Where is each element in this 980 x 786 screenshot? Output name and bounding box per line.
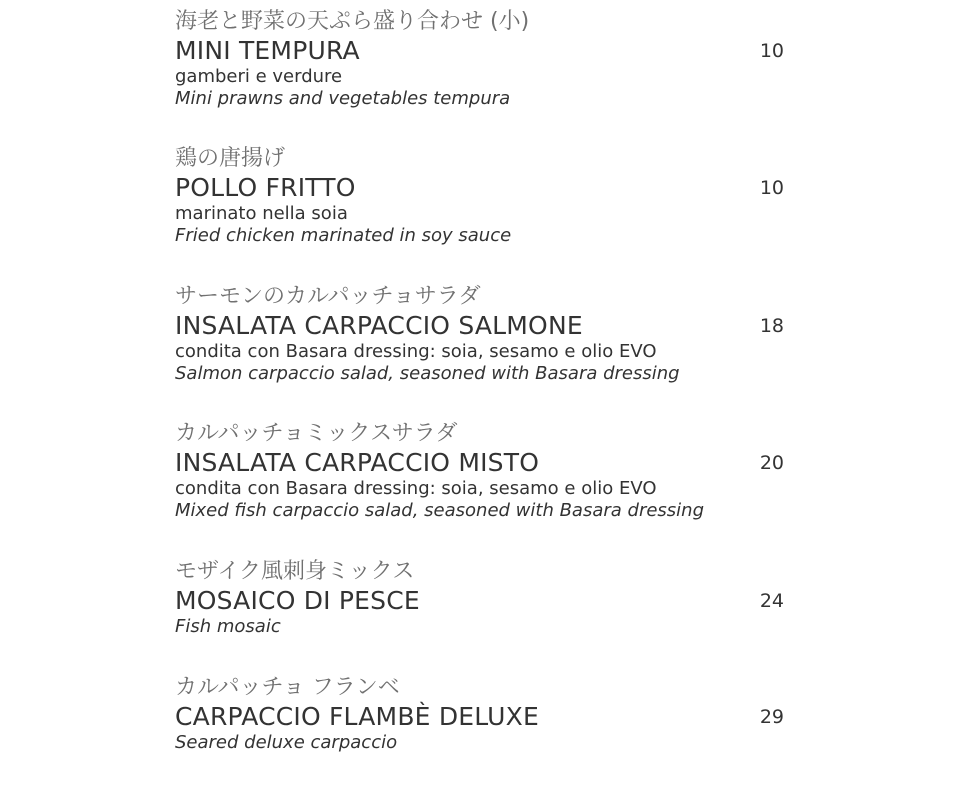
dish-japanese-name: カルパッチョミックスサラダ [175,421,458,446]
dish-name: POLLO FRITTO [175,173,356,202]
menu-item-pollo-fritto [175,145,795,247]
dish-name-row [175,448,795,478]
dish-name-row [175,586,795,616]
dish-english-description: Fish mosaic [175,616,281,637]
dish-english-description: Salmon carpaccio salad, seasoned with Basara dressing [175,363,680,384]
dish-name-row [175,311,795,341]
dish-name: MOSAICO DI PESCE [175,586,420,615]
menu-item-mosaico-di-pesce [175,558,795,638]
dish-japanese-name: サーモンのカルパッチョサラダ [175,284,481,309]
dish-italian-description: condita con Basara dressing: soia, sesamo e olio EVO [175,341,657,362]
menu-item-insalata-carpaccio-misto [175,420,795,522]
dish-price: 10 [759,177,784,199]
dish-italian-description: marinato nella soia [175,203,348,224]
dish-name: INSALATA CARPACCIO SALMONE [175,311,583,340]
dish-japanese-name: モザイク風刺身ミックス [175,559,415,584]
menu-item-carpaccio-flambe-deluxe [175,674,795,754]
dish-english-description: Mixed fish carpaccio salad, seasoned with Basara dressing [175,500,705,521]
dish-japanese-name: カルパッチョ フランベ [175,675,400,700]
dish-italian-description: gamberi e verdure [175,66,343,87]
menu-item-insalata-carpaccio-salmone [175,283,795,385]
dish-price: 10 [759,40,784,62]
dish-price: 18 [759,315,784,337]
dish-price: 20 [759,452,784,474]
dish-japanese-name: 鶏の唐揚げ [175,146,286,171]
dish-japanese-name: 海老と野菜の天ぷら盛り合わせ (小) [175,9,530,34]
dish-english-description: Fried chicken marinated in soy sauce [175,225,512,246]
dish-name: INSALATA CARPACCIO MISTO [175,448,540,477]
dish-english-description: Mini prawns and vegetables tempura [175,88,511,109]
dish-name-row [175,702,795,732]
dish-english-description: Seared deluxe carpaccio [175,732,398,753]
dish-price: 24 [759,590,784,612]
menu-item-mini-tempura [175,8,795,110]
dish-name: CARPACCIO FLAMBÈ DELUXE [175,702,539,731]
dish-name-row [175,173,795,203]
dish-italian-description: condita con Basara dressing: soia, sesamo e olio EVO [175,478,657,499]
dish-price: 29 [759,706,784,728]
dish-name: MINI TEMPURA [175,36,360,65]
dish-name-row [175,36,795,66]
